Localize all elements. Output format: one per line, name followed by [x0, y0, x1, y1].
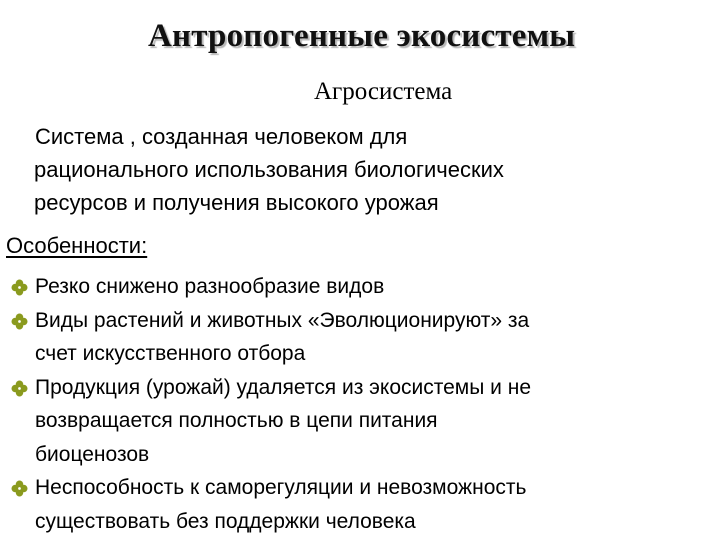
feature-line: биоценозов	[35, 442, 150, 466]
feature-item	[0, 304, 720, 371]
feature-line: счет искусственного отбора	[35, 342, 306, 365]
clover-bullet-icon	[11, 480, 28, 497]
slide-subtitle: Агросистема	[314, 78, 453, 105]
definition-text	[0, 120, 720, 219]
features-list	[0, 270, 720, 538]
feature-line: Виды растений и животных «Эволюционируют» за	[35, 308, 530, 332]
feature-line: существовать без поддержки человека	[35, 509, 416, 533]
feature-item	[0, 371, 720, 472]
clover-bullet-icon	[11, 279, 28, 296]
feature-line: Резко снижено разнообразие видов	[35, 275, 385, 298]
definition-line: Система , созданная человеком для	[35, 124, 408, 149]
feature-line: Продукция (урожай) удаляется из экосистемы и не	[35, 375, 532, 399]
feature-item	[0, 270, 720, 304]
clover-bullet-icon	[11, 313, 28, 330]
feature-item	[0, 471, 720, 538]
clover-bullet-icon	[11, 380, 28, 397]
features-heading-label: Особенности:	[6, 233, 148, 258]
definition-line: рационального использования биологических	[34, 157, 504, 182]
features-heading	[6, 229, 147, 262]
feature-line: возвращается полностью в цепи питания	[35, 409, 438, 432]
feature-line: Неспособность к саморегуляции и невозможность	[35, 476, 527, 499]
slide-title: Антропогенные экосистемы	[148, 18, 576, 54]
definition-line: ресурсов и получения высокого урожая	[34, 190, 439, 215]
